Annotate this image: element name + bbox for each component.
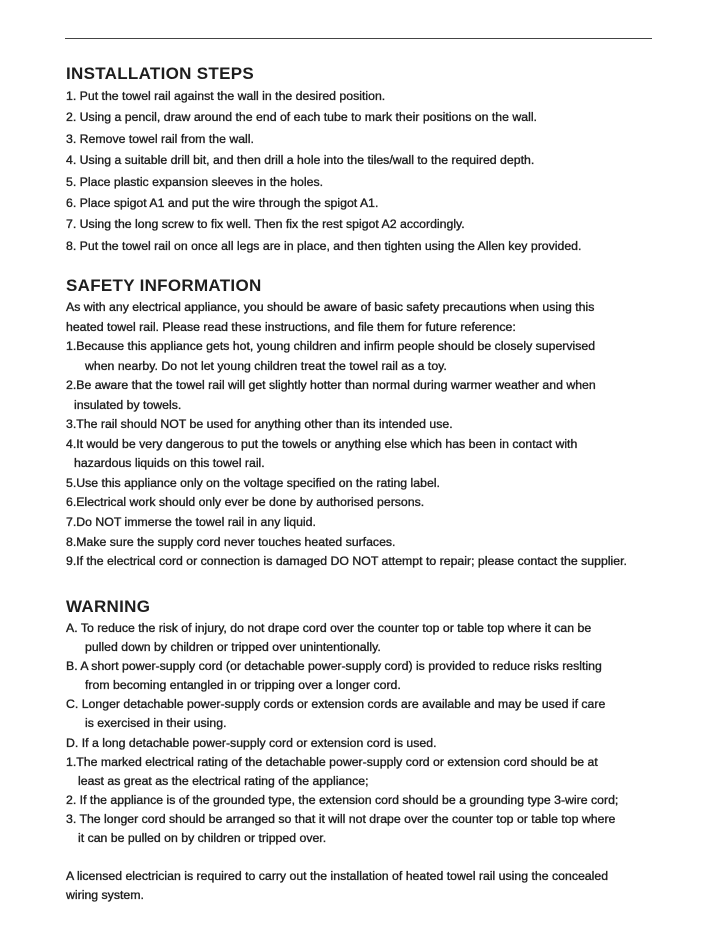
safety-item: 9.If the electrical cord or connection is damaged DO NOT attempt to repair; please contact the supplier. [66, 554, 627, 569]
installation-step: 5. Place plastic expansion sleeves in the holes. [66, 174, 324, 189]
electrician-note [66, 867, 608, 905]
warning-item-cont: is exercised in their using. [85, 716, 227, 731]
warning-item: D. If a long detachable power-supply cord or extension cord is used. [66, 735, 437, 750]
warning-item: A. To reduce the risk of injury, do not drape cord over the counter top or table top where it can be [66, 621, 592, 635]
installation-step: 8. Put the towel rail on once all legs are in place, and then tighten using the Allen key provided. [66, 238, 582, 253]
note-line: A licensed electrician is required to carry out the installation of heated towel rail using the concealed [66, 869, 609, 883]
safety-item: 3.The rail should NOT be used for anything other than its intended use. [66, 417, 453, 432]
warning-item: C. Longer detachable power-supply cords or extension cords are available and may be used if care [66, 697, 606, 712]
warning-item: 1.The marked electrical rating of the detachable power-supply cord or extension cord should be at [66, 754, 598, 769]
warning-heading: WARNING [66, 597, 151, 616]
note-line: wiring system. [66, 888, 144, 902]
warning-item: 3. The longer cord should be arranged so that it will not drape over the counter top or table top where [66, 811, 616, 826]
safety-section [66, 274, 627, 572]
installation-step: 4. Using a suitable drill bit, and then drill a hole into the tiles/wall to the required depth. [66, 153, 535, 168]
installation-step: 3. Remove towel rail from the wall. [66, 131, 254, 146]
warning-item-cont: it can be pulled on by children or tripped over. [78, 831, 327, 846]
warning-item: B. A short power-supply cord (or detachable power-supply cord) is provided to reduce risks reslting [66, 659, 602, 674]
safety-intro: As with any electrical appliance, you should be aware of basic safety precautions when using this [66, 300, 595, 314]
safety-item: 1.Because this appliance gets hot, young children and infirm people should be closely supervised [66, 339, 596, 354]
safety-item-cont: insulated by towels. [74, 397, 182, 412]
safety-item: 8.Make sure the supply cord never touches heated surfaces. [66, 534, 396, 549]
safety-heading: SAFETY INFORMATION [66, 276, 262, 295]
installation-heading: INSTALLATION STEPS [66, 64, 254, 83]
safety-intro: heated towel rail. Please read these instructions, and file them for future reference: [66, 319, 516, 334]
installation-step: 6. Place spigot A1 and put the wire through the spigot A1. [66, 196, 379, 211]
warning-item-cont: from becoming entangled in or tripping over a longer cord. [85, 678, 401, 693]
safety-item: 4.It would be very dangerous to put the towels or anything else which has been in contact with [66, 436, 578, 451]
warning-item-cont: least as great as the electrical rating of the appliance; [78, 773, 369, 788]
installation-step: 1. Put the towel rail against the wall in the desired position. [66, 89, 386, 103]
safety-item: 2.Be aware that the towel rail will get slightly hotter than normal during warmer weather and when [66, 378, 596, 393]
installation-section [66, 62, 581, 257]
installation-steps-list [66, 86, 581, 257]
safety-item-cont: when nearby. Do not let young children treat the towel rail as a toy. [85, 358, 447, 373]
installation-step: 2. Using a pencil, draw around the end of each tube to mark their positions on the wall. [66, 110, 537, 125]
safety-item: 6.Electrical work should only ever be done by authorised persons. [66, 495, 425, 510]
installation-step: 7. Using the long screw to fix well. Then fix the rest spigot A2 accordingly. [66, 217, 465, 232]
safety-item-cont: hazardous liquids on this towel rail. [74, 456, 265, 471]
warning-item: 2. If the appliance is of the grounded type, the extension cord should be a grounding type 3-wire cord; [66, 792, 619, 807]
warning-item-cont: pulled down by children or tripped over unintentionally. [85, 640, 381, 655]
top-divider [65, 38, 652, 39]
safety-item: 7.Do NOT immerse the towel rail in any liquid. [66, 515, 316, 530]
safety-item: 5.Use this appliance only on the voltage specified on the rating label. [66, 475, 440, 490]
warning-section [66, 595, 618, 848]
